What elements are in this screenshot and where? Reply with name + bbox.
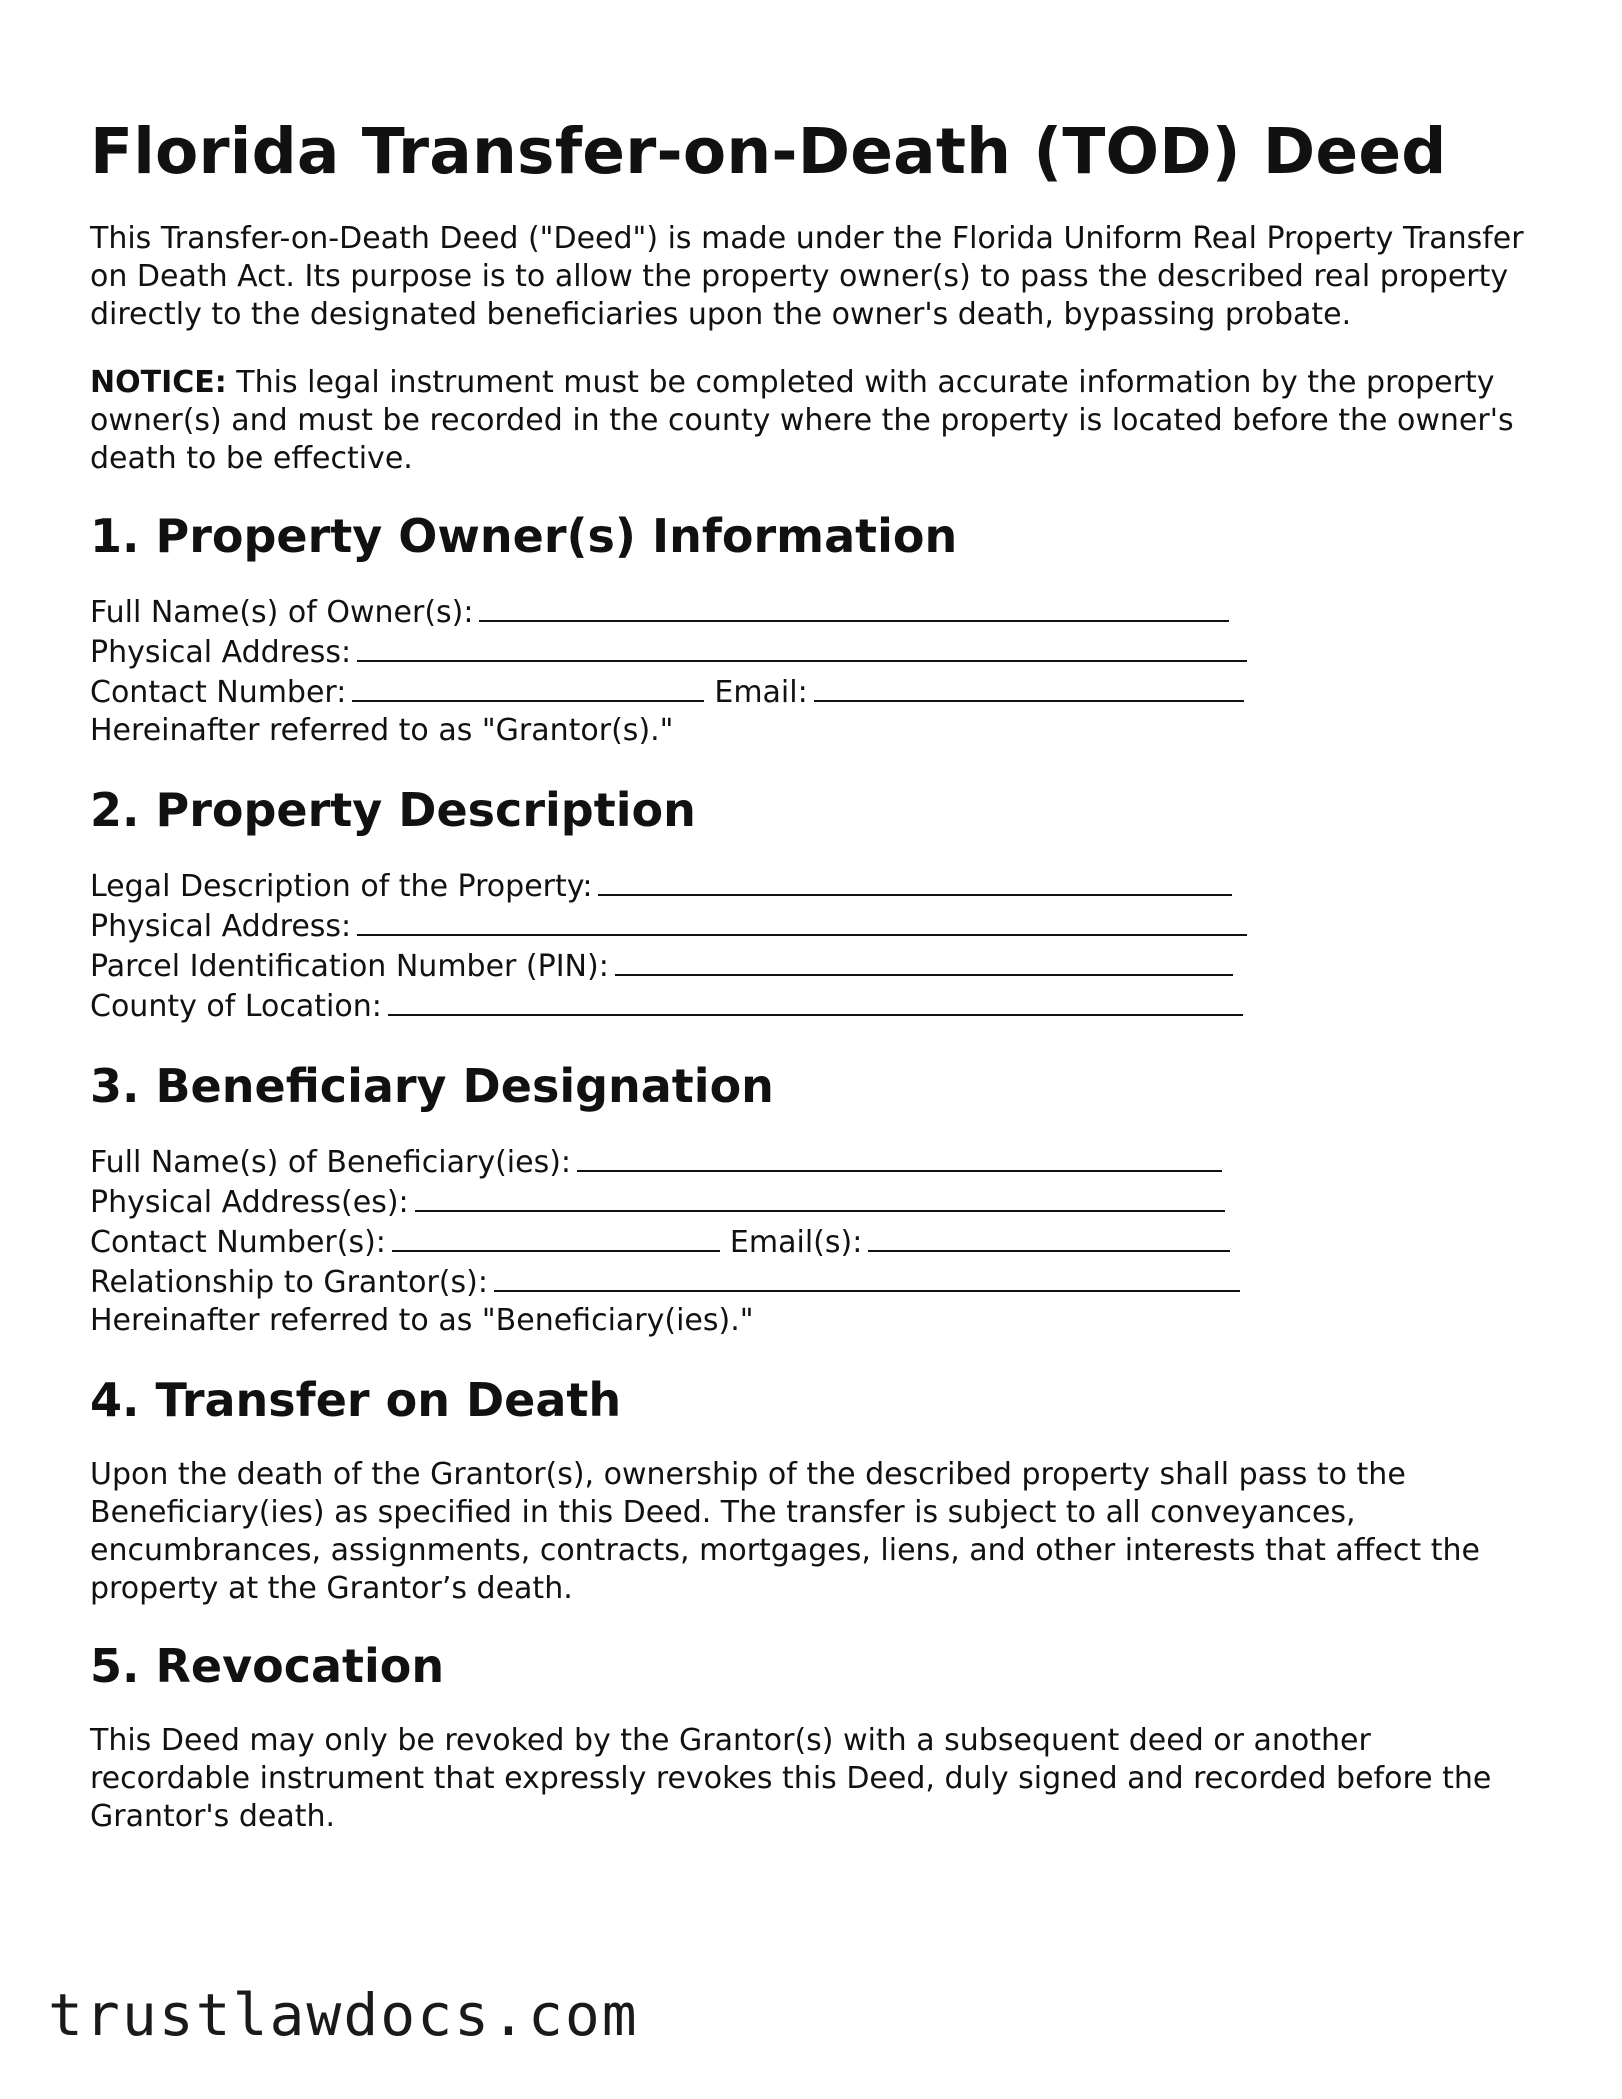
beneficiary-name-line	[90, 1142, 1530, 1182]
section-4-heading: 4. Transfer on Death	[90, 1373, 622, 1427]
property-fields	[90, 866, 1530, 1026]
owner-contact-line	[90, 672, 1530, 712]
intro-paragraph: This Transfer-on-Death Deed ("Deed") is made under the Florida Uniform Real Property Transfer on Death Act. Its purpose is to allow the property owner(s) to pass the described real property directly to the designated beneficiaries upon the owner's death, bypassing probate.	[90, 221, 1524, 332]
owner-address-line	[90, 632, 1530, 672]
revocation-paragraph: This Deed may only be revoked by the Grantor(s) with a subsequent deed or another recordable instrument that expressly revokes this Deed, duly signed and recorded before the Grantor's death.	[90, 1723, 1492, 1834]
county-label: County of Location:	[90, 989, 382, 1024]
page-title: Florida Transfer-on-Death (TOD) Deed	[90, 115, 1447, 188]
owner-fields	[90, 592, 1530, 750]
legal-description-field[interactable]	[598, 866, 1232, 896]
beneficiary-email-field[interactable]	[868, 1222, 1230, 1252]
owner-contact-field[interactable]	[352, 672, 704, 702]
pin-line	[90, 946, 1530, 986]
beneficiary-address-label: Physical Address(es):	[90, 1185, 409, 1220]
notice-text: This legal instrument must be completed with accurate information by the property owner(s) and must be recorded in the county where the property is located before the owner's death to be effective.	[90, 365, 1514, 476]
owner-address-label: Physical Address:	[90, 635, 352, 670]
pin-label: Parcel Identification Number (PIN):	[90, 949, 609, 984]
notice-paragraph	[90, 364, 1530, 478]
owner-email-field[interactable]	[814, 672, 1244, 702]
relationship-line	[90, 1262, 1530, 1302]
section-5-heading: 5. Revocation	[90, 1639, 445, 1693]
section-3-heading: 3. Beneficiary Designation	[90, 1059, 774, 1113]
owner-name-field[interactable]	[479, 592, 1229, 622]
legal-description-label: Legal Description of the Property:	[90, 869, 593, 904]
relationship-label: Relationship to Grantor(s):	[90, 1265, 488, 1300]
county-line	[90, 986, 1530, 1026]
notice-label: NOTICE:	[90, 365, 227, 400]
property-address-field[interactable]	[357, 906, 1247, 936]
deed-page	[90, 110, 1530, 1866]
beneficiary-contact-field[interactable]	[392, 1222, 720, 1252]
relationship-field[interactable]	[494, 1262, 1240, 1292]
pin-field[interactable]	[615, 946, 1233, 976]
county-field[interactable]	[388, 986, 1243, 1016]
owner-contact-label: Contact Number:	[90, 675, 347, 710]
section-1-heading: 1. Property Owner(s) Information	[90, 509, 958, 563]
property-address-label: Physical Address:	[90, 909, 352, 944]
watermark-text: trustlawdocs.com	[48, 1981, 639, 2049]
property-address-line	[90, 906, 1530, 946]
owner-email-label: Email:	[714, 675, 808, 710]
beneficiary-address-field[interactable]	[415, 1182, 1225, 1212]
owner-name-line	[90, 592, 1530, 632]
beneficiary-contact-line	[90, 1222, 1530, 1262]
beneficiary-contact-label: Contact Number(s):	[90, 1225, 386, 1260]
owner-address-field[interactable]	[357, 632, 1247, 662]
legal-description-line	[90, 866, 1530, 906]
owner-name-label: Full Name(s) of Owner(s):	[90, 595, 474, 630]
beneficiary-name-label: Full Name(s) of Beneficiary(ies):	[90, 1145, 572, 1180]
section-2-heading: 2. Property Description	[90, 783, 696, 837]
beneficiary-name-field[interactable]	[577, 1142, 1222, 1172]
beneficiary-hereinafter: Hereinafter referred to as "Beneficiary(ies)."	[90, 1303, 754, 1338]
grantor-hereinafter: Hereinafter referred to as "Grantor(s)."	[90, 713, 674, 748]
beneficiary-email-label: Email(s):	[729, 1225, 863, 1260]
beneficiary-address-line	[90, 1182, 1530, 1222]
transfer-paragraph: Upon the death of the Grantor(s), ownership of the described property shall pass to the Beneficiary(ies) as specified in this Deed. The transfer is subject to all conveyances, encumbrances, assignments, contracts, mortgages, liens, and other interests that affect the property at the Grantor’s death.	[90, 1457, 1480, 1606]
beneficiary-fields	[90, 1142, 1530, 1340]
